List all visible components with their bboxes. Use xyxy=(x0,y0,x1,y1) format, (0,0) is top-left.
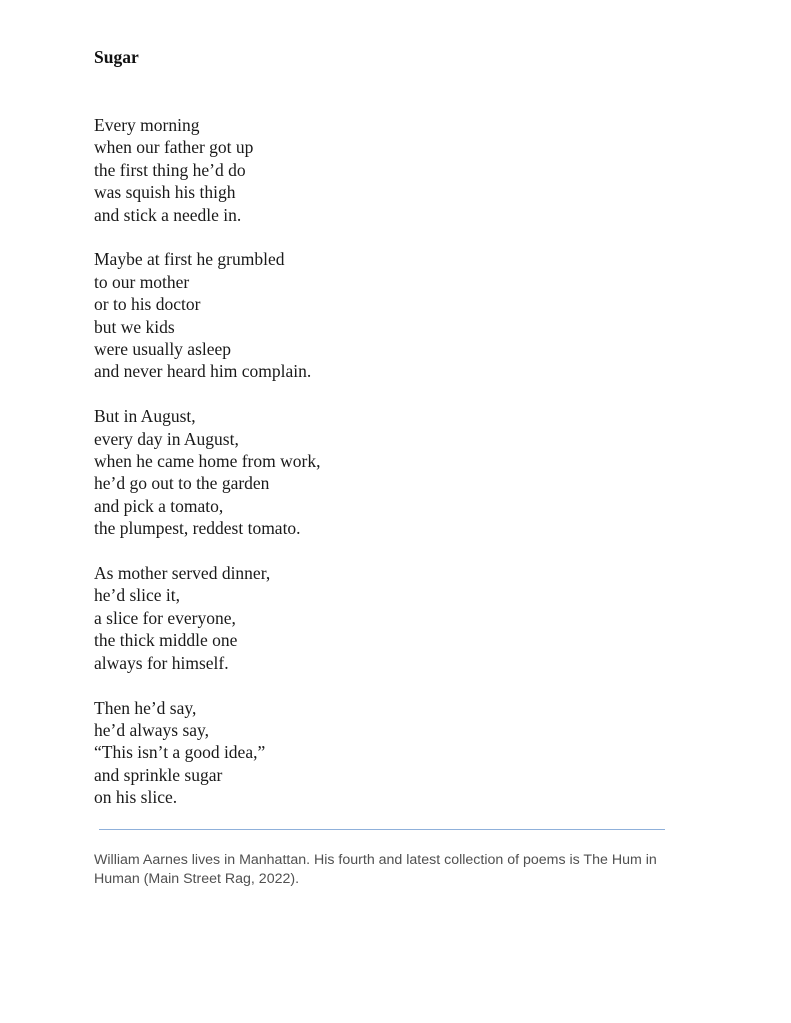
poem-line: Maybe at first he grumbled xyxy=(94,249,285,270)
poem-line: the first thing he’d do xyxy=(94,159,246,180)
poem-line: when our father got up xyxy=(94,137,254,158)
poem-line: always for himself. xyxy=(94,652,229,673)
poem-line: he’d always say, xyxy=(94,719,210,740)
poem-line: “This isn’t a good idea,” xyxy=(94,742,266,763)
poem-body xyxy=(94,114,320,809)
stanza-5 xyxy=(94,697,320,809)
poem-line: and stick a needle in. xyxy=(94,204,242,225)
divider-rule xyxy=(99,829,665,830)
stanza-3 xyxy=(94,405,320,539)
poem-line: or to his doctor xyxy=(94,294,201,315)
poem-line: But in August, xyxy=(94,406,196,427)
poem-line: and never heard him complain. xyxy=(94,361,312,382)
poem-line: Every morning xyxy=(94,115,200,135)
author-bio: William Aarnes lives in Manhattan. His fourth and latest collection of poems is The Hum in Human (Main Street Rag, 2022). xyxy=(94,852,657,887)
poem-line: Then he’d say, xyxy=(94,697,197,718)
poem-line: on his slice. xyxy=(94,787,178,808)
poem-line: the plumpest, reddest tomato. xyxy=(94,518,301,539)
poem-line: but we kids xyxy=(94,316,175,337)
poem-line: to our mother xyxy=(94,271,190,292)
stanza-4 xyxy=(94,562,320,674)
poem-line: a slice for everyone, xyxy=(94,607,236,628)
stanza-2 xyxy=(94,248,320,382)
poem-line: the thick middle one xyxy=(94,630,238,651)
poem-line: were usually asleep xyxy=(94,339,232,360)
poem-line: he’d go out to the garden xyxy=(94,473,270,494)
poem-line: and pick a tomato, xyxy=(94,495,224,516)
poem-line: when he came home from work, xyxy=(94,451,321,472)
poem-line: and sprinkle sugar xyxy=(94,764,223,785)
poem-line: was squish his thigh xyxy=(94,182,236,203)
poem-line: he’d slice it, xyxy=(94,585,181,606)
stanza-1 xyxy=(94,114,320,226)
poem-line: every day in August, xyxy=(94,428,239,449)
poem-line: As mother served dinner, xyxy=(94,563,271,584)
poem-title: Sugar xyxy=(94,47,139,67)
